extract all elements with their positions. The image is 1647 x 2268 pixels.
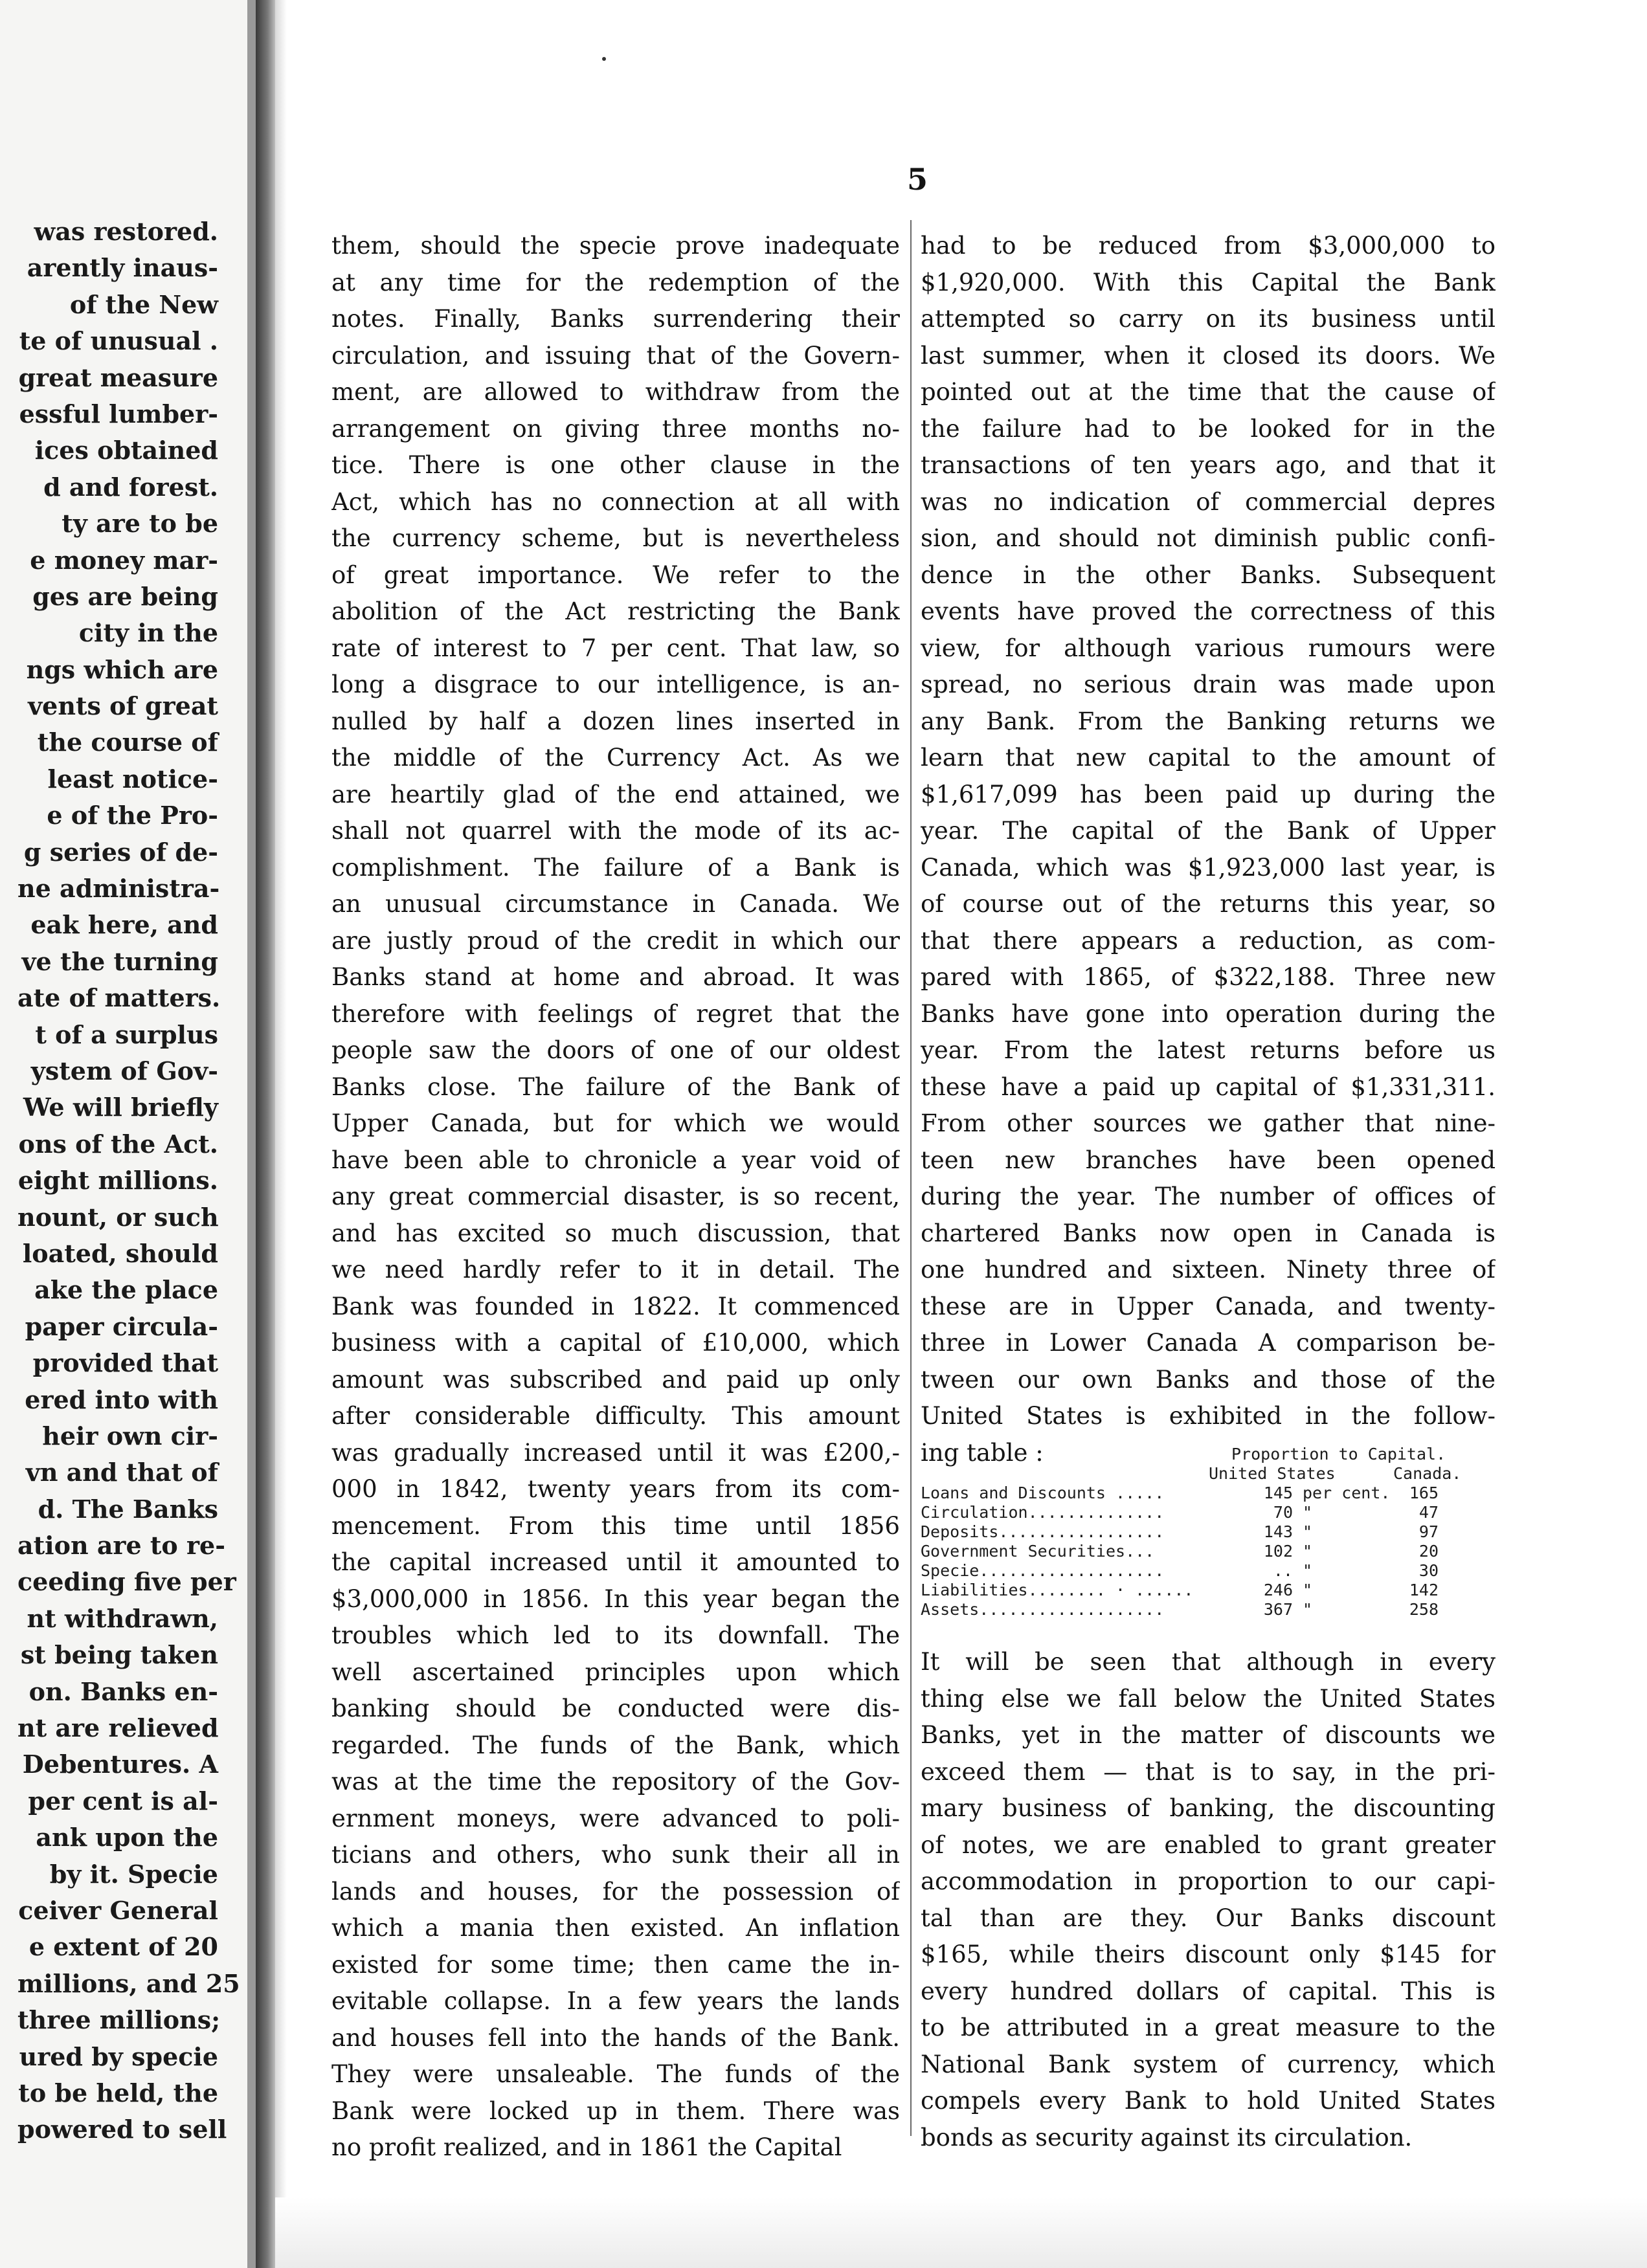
middle-column-text-line: of great importance. We refer to the [331, 561, 900, 589]
table-row-label: Deposits................. [921, 1522, 1165, 1541]
right-column-text-line: was no indication of commercial depres [921, 487, 1496, 516]
table-row-label: Circulation.............. [921, 1503, 1165, 1522]
right-column-text-line: Banks, yet in the matter of discounts we [921, 1721, 1496, 1749]
middle-column-text-line: after considerable difficulty. This amount [331, 1402, 900, 1430]
middle-column-text-line: have been able to chronicle a year void of [331, 1146, 900, 1174]
right-text-column [921, 228, 1496, 1471]
middle-column-text-line: no profit realized, and in 1861 the Capital [331, 2133, 842, 2161]
middle-column-text-line: amount was subscribed and paid up only [331, 1365, 900, 1394]
left-page-text-line: per cent is al- [28, 1786, 218, 1816]
middle-column-text-line: we need hardly refer to it in detail. The [331, 1256, 900, 1284]
right-column-text-line: $1,617,099 has been paid up during the [921, 780, 1496, 808]
middle-column-text-line: people saw the doors of one of our oldest [331, 1036, 900, 1064]
table-row-label: Specie................... [921, 1561, 1165, 1580]
middle-column-text-line: ticians and others, who sunk their all in [331, 1841, 900, 1869]
left-page-text-line: te of unusual . [19, 326, 218, 356]
right-text-column-continued [921, 1644, 1496, 2156]
table-cell-unit: " [1303, 1542, 1313, 1561]
left-page-text-line: ceeding five per [17, 1567, 236, 1597]
middle-column-text-line: at any time for the redemption of the [331, 268, 900, 296]
middle-column-text-line: are heartily glad of the end attained, we [331, 780, 900, 808]
table-cell-canada: 47 [1418, 1503, 1439, 1522]
left-page-text-line: ystem of Gov- [30, 1056, 218, 1085]
scan-speck [602, 57, 606, 61]
book-gutter [256, 0, 275, 2268]
middle-column-text-line: Bank were locked up in them. There was [331, 2096, 900, 2125]
left-page-text-line: loated, should [22, 1238, 218, 1268]
left-page-text-line: ve the turning [21, 946, 218, 976]
middle-column-text-line: tice. There is one other clause in the [331, 451, 900, 479]
right-column-text-line: these have a paid up capital of $1,331,311. [921, 1073, 1496, 1101]
left-page-text-line: vn and that of [25, 1458, 218, 1487]
middle-column-text-line: arrangement on giving three months no- [331, 414, 900, 443]
table-cell-canada: 30 [1418, 1561, 1439, 1580]
right-column-text-line: last summer, when it closed its doors. We [921, 341, 1496, 370]
middle-column-text-line: Banks close. The failure of the Bank of [331, 1073, 900, 1101]
table-header-canada: Canada. [1393, 1464, 1462, 1483]
left-page-edge [247, 0, 256, 2268]
left-page-text-line: e extent of 20 [28, 1932, 218, 1962]
middle-column-text-line: existed for some time; then came the in- [331, 1950, 900, 1979]
middle-column-text-line: regarded. The funds of the Bank, which [331, 1731, 900, 1759]
table-cell-us: 246 [1263, 1581, 1293, 1599]
page-number: 5 [906, 162, 928, 197]
table-cell-us: 367 [1263, 1600, 1293, 1619]
middle-column-text-line: circulation, and issuing that of the Govern- [331, 341, 900, 370]
left-page-text-line: the course of [37, 728, 218, 757]
middle-column-text-line: lands and houses, for the possession of [331, 1877, 900, 1906]
right-column-text-line: spread, no serious drain was made upon [921, 671, 1496, 698]
left-page-text-line: st being taken [20, 1640, 218, 1670]
right-column-text-line: three in Lower Canada A comparison be- [921, 1329, 1496, 1357]
middle-column-text-line: them, should the specie prove inadequate [331, 232, 900, 260]
table-header-us: United States [1209, 1464, 1336, 1483]
table-cell-unit: " [1303, 1600, 1313, 1619]
right-column-text-line: events have proved the correctness of this [921, 597, 1496, 625]
right-column-text-line: $1,920,000. With this Capital the Bank [921, 268, 1496, 296]
table-cell-canada: 97 [1418, 1522, 1439, 1541]
left-page-text-line: e money mar- [30, 545, 218, 575]
right-column-text-line: any Bank. From the Banking returns we [921, 707, 1496, 735]
left-page-text-line: provided that [32, 1348, 218, 1378]
right-column-text-line: It will be seen that although in every [921, 1648, 1496, 1676]
right-column-text-line: of course out of the returns this year, so [921, 890, 1496, 918]
right-column-text-line: mary business of banking, the discounting [921, 1794, 1496, 1822]
right-column-text-line: ing table : [921, 1438, 1044, 1467]
left-page-text-line: eight millions. [17, 1166, 218, 1195]
right-column-text-line: view, for although various rumours were [921, 634, 1496, 662]
middle-column-text-line: the currency scheme, but is nevertheless [331, 524, 900, 552]
left-page-text-line: Debentures. A [22, 1750, 218, 1779]
left-page-text-line: was restored. [34, 217, 218, 246]
left-page-text-line: ons of the Act. [18, 1129, 218, 1159]
middle-column-text-line: nulled by half a dozen lines inserted in [331, 707, 900, 735]
middle-column-text-line: was gradually increased until it was £200,- [331, 1438, 900, 1467]
right-column-text-line: tween our own Banks and those of the [921, 1365, 1496, 1394]
middle-column-text-line: complishment. The failure of a Bank is [331, 853, 900, 882]
right-column-text-line: the failure had to be looked for in the [921, 414, 1496, 443]
table-cell-unit: per cent. [1303, 1484, 1391, 1502]
left-page-text-line: ty are to be [62, 509, 218, 539]
right-column-text-line: year. From the latest returns before us [921, 1036, 1496, 1064]
table-cell-canada: 165 [1409, 1484, 1439, 1502]
page-bottom-shade [275, 2197, 1647, 2268]
left-page-text-line: ured by specie [19, 2041, 218, 2071]
right-column-text-line: $165, while theirs discount only $145 for [921, 1940, 1496, 1968]
table-row [921, 1561, 1503, 1581]
middle-column-text-line: Banks stand at home and abroad. It was [331, 963, 900, 991]
left-page-text-line: vents of great [28, 691, 218, 721]
middle-column-text-line: the middle of the Currency Act. As we [331, 744, 900, 772]
left-page-text-line: eak here, and [30, 910, 218, 940]
left-page-text-line: ges are being [32, 581, 218, 611]
middle-column-text-line: evitable collapse. In a few years the lands [331, 1987, 900, 2015]
right-column-text-line: bonds as security against its circulation. [921, 2123, 1413, 2151]
right-column-text-line: had to be reduced from $3,000,000 to [921, 232, 1496, 260]
left-page-text-line: by it. Specie [49, 1859, 218, 1889]
table-row [921, 1503, 1503, 1522]
middle-column-text-line: was at the time the repository of the Gov- [331, 1768, 900, 1796]
table-cell-unit: " [1303, 1522, 1313, 1541]
table-cell-unit: " [1303, 1581, 1313, 1599]
right-column-text-line: pared with 1865, of $322,188. Three new [921, 963, 1496, 991]
left-page-text-line: arently inaus- [27, 253, 218, 283]
left-page-text-line: heir own cir- [42, 1421, 218, 1451]
middle-column-text-line: business with a capital of £10,000, which [331, 1329, 900, 1357]
right-column-text-line: learn that new capital to the amount of [921, 744, 1496, 772]
middle-column-text-line: Bank was founded in 1822. It commenced [331, 1292, 900, 1320]
table-cell-unit: " [1303, 1561, 1313, 1580]
table-cell-us: 145 [1263, 1484, 1293, 1502]
right-column-text-line: teen new branches have been opened [921, 1146, 1496, 1174]
left-page-text-line: on. Banks en- [28, 1676, 218, 1706]
middle-column-text-line: an unusual circumstance in Canada. We [331, 890, 900, 918]
right-column-text-line: one hundred and sixteen. Ninety three of [921, 1256, 1496, 1284]
right-column-text-line: during the year. The number of offices of [921, 1183, 1496, 1210]
middle-column-text-line: are justly proud of the credit in which our [331, 926, 900, 955]
left-page-text-line: nount, or such [17, 1202, 219, 1232]
right-column-text-line: sion, and should not diminish public confi- [921, 524, 1496, 552]
middle-column-text-line: long a disgrace to our intelligence, is an- [331, 671, 900, 698]
right-column-text-line: of notes, we are enabled to grant greater [921, 1830, 1496, 1859]
right-column-text-line: From other sources we gather that nine- [921, 1109, 1496, 1137]
middle-text-column [331, 228, 900, 2166]
right-column-text-line: Canada, which was $1,923,000 last year, is [921, 853, 1496, 882]
left-page-text-line: t of a surplus [35, 1019, 218, 1049]
right-column-text-line: United States is exhibited in the follow- [921, 1402, 1496, 1430]
left-page-text-line: least notice- [47, 764, 218, 794]
right-column-text-line: Banks have gone into operation during the [921, 999, 1496, 1028]
middle-column-text-line: and has excited so much discussion, that [331, 1219, 900, 1247]
right-column-text-line: every hundred dollars of capital. This is [921, 1977, 1496, 2005]
right-column-text-line: tal than are they. Our Banks discount [921, 1904, 1496, 1932]
right-column-text-line: exceed them — that is to say, in the pri- [921, 1757, 1496, 1786]
middle-column-text-line: banking should be conducted were dis- [331, 1695, 900, 1722]
table-cell-canada: 142 [1409, 1581, 1439, 1599]
left-page-text-line: ngs which are [26, 654, 218, 684]
middle-column-text-line: troubles which led to its downfall. The [331, 1621, 900, 1649]
left-page-text-line: nt are relieved [17, 1713, 219, 1743]
table-cell-canada: 20 [1418, 1542, 1439, 1561]
middle-column-text-line: They were unsaleable. The funds of the [331, 2060, 900, 2088]
right-column-text-line: year. The capital of the Bank of Upper [921, 817, 1496, 845]
middle-column-text-line: well ascertained principles upon which [331, 1658, 900, 1686]
page-edge-shadow [275, 0, 287, 2268]
middle-column-text-line: mencement. From this time until 1856 [331, 1511, 900, 1540]
left-page-text-line: of the New [69, 289, 218, 319]
left-page-text-line: We will briefly [23, 1093, 218, 1122]
right-column-text-line: to be attributed in a great measure to the [921, 2014, 1496, 2041]
right-column-text-line: that there appears a reduction, as com- [921, 926, 1496, 955]
table-heading: Proportion to Capital. [1231, 1445, 1446, 1463]
right-column-text-line: attempted so carry on its business until [921, 305, 1496, 333]
left-page-text-line: e of the Pro- [47, 801, 218, 830]
comparison-table [921, 1445, 1503, 1619]
middle-column-text-line: Act, which has no connection at all with [331, 487, 900, 516]
left-page-text-line: nt withdrawn, [27, 1603, 218, 1633]
middle-column-text-line: the capital increased until it amounted to [331, 1548, 900, 1576]
middle-column-text-line: therefore with feelings of regret that the [331, 999, 900, 1028]
table-cell-us: 143 [1263, 1522, 1293, 1541]
left-page-fragment [0, 0, 256, 2268]
left-page-text-line: ake the place [34, 1275, 218, 1305]
table-cell-us: 70 [1273, 1503, 1293, 1522]
middle-column-text-line: rate of interest to 7 per cent. That law, so [331, 634, 900, 662]
table-row-label: Loans and Discounts ..... [921, 1484, 1165, 1502]
table-row-label: Government Securities... [921, 1542, 1155, 1561]
table-row [921, 1522, 1503, 1542]
table-row [921, 1581, 1503, 1600]
middle-column-text-line: any great commercial disaster, is so recent, [331, 1183, 900, 1210]
left-page-text-line: ate of matters. [17, 983, 221, 1013]
left-page-text-line: city in the [78, 618, 218, 648]
left-page-text-line: millions, and 25 [17, 1968, 240, 1998]
left-page-text-line: powered to sell [17, 2115, 227, 2144]
left-page-text-line: paper circula- [25, 1311, 218, 1341]
table-row [921, 1484, 1503, 1503]
left-page-text-line: g series of de- [23, 837, 218, 867]
right-column-text-line: National Bank system of currency, which [921, 2050, 1496, 2078]
middle-column-text-line: and houses fell into the hands of the Bank. [331, 2023, 900, 2052]
middle-column-text-line: shall not quarrel with the mode of its ac- [331, 817, 900, 845]
right-column-text-line: dence in the other Banks. Subsequent [921, 561, 1496, 589]
table-cell-us: 102 [1263, 1542, 1293, 1561]
middle-column-text-line: Upper Canada, but for which we would [331, 1109, 900, 1137]
left-page-text-column [17, 214, 240, 2148]
right-column-text-line: thing else we fall below the United States [921, 1684, 1496, 1713]
left-page-text-line: ation are to re- [17, 1531, 225, 1561]
right-column-text-line: chartered Banks now open in Canada is [921, 1219, 1496, 1247]
middle-column-text-line: 000 in 1842, twenty years from its com- [331, 1475, 900, 1503]
table-cell-us: .. [1273, 1561, 1293, 1580]
left-page-text-line: to be held, the [18, 2078, 218, 2107]
left-page-text-line: d and forest. [43, 472, 218, 502]
left-page-text-line: essful lumber- [19, 399, 218, 428]
middle-column-text-line: ernment moneys, were advanced to poli- [331, 1804, 900, 1832]
table-row-label: Assets................... [921, 1600, 1165, 1619]
middle-column-text-line: abolition of the Act restricting the Bank [331, 597, 900, 625]
table-row [921, 1600, 1503, 1619]
table-column-headers [921, 1464, 1503, 1484]
left-page-text-line: ices obtained [34, 436, 218, 465]
middle-column-text-line: ment, are allowed to withdraw from the [331, 378, 900, 406]
table-cell-canada: 258 [1409, 1600, 1439, 1619]
right-column-text-line: these are in Upper Canada, and twenty- [921, 1292, 1496, 1320]
right-column-text-line: transactions of ten years ago, and that it [921, 451, 1496, 479]
middle-column-text-line: which a mania then existed. An inflation [331, 1914, 900, 1942]
left-page-text-line: ceiver General [18, 1895, 218, 1925]
column-divider [910, 220, 912, 2136]
table-cell-unit: " [1303, 1503, 1313, 1522]
right-column-text-line: pointed out at the time that the cause of [921, 378, 1496, 406]
middle-column-text-line: notes. Finally, Banks surrendering their [331, 305, 900, 333]
left-page-text-line: great measure [18, 362, 218, 392]
left-page-text-line: three millions; [17, 2005, 221, 2035]
middle-column-text-line: $3,000,000 in 1856. In this year began the [331, 1584, 900, 1613]
right-column-text-line: accommodation in proportion to our capi- [921, 1867, 1496, 1895]
left-page-text-line: ered into with [25, 1384, 218, 1414]
left-page-text-line: ank upon the [36, 1823, 218, 1852]
table-row-label: Liabilities........ · ...... [921, 1581, 1194, 1599]
table-row [921, 1542, 1503, 1561]
left-page-text-line: ne administra- [17, 874, 220, 904]
table-body [921, 1484, 1503, 1619]
left-page-text-line: d. The Banks [38, 1494, 218, 1524]
table-heading-row [921, 1445, 1503, 1464]
right-column-text-line: compels every Bank to hold United States [921, 2087, 1496, 2115]
